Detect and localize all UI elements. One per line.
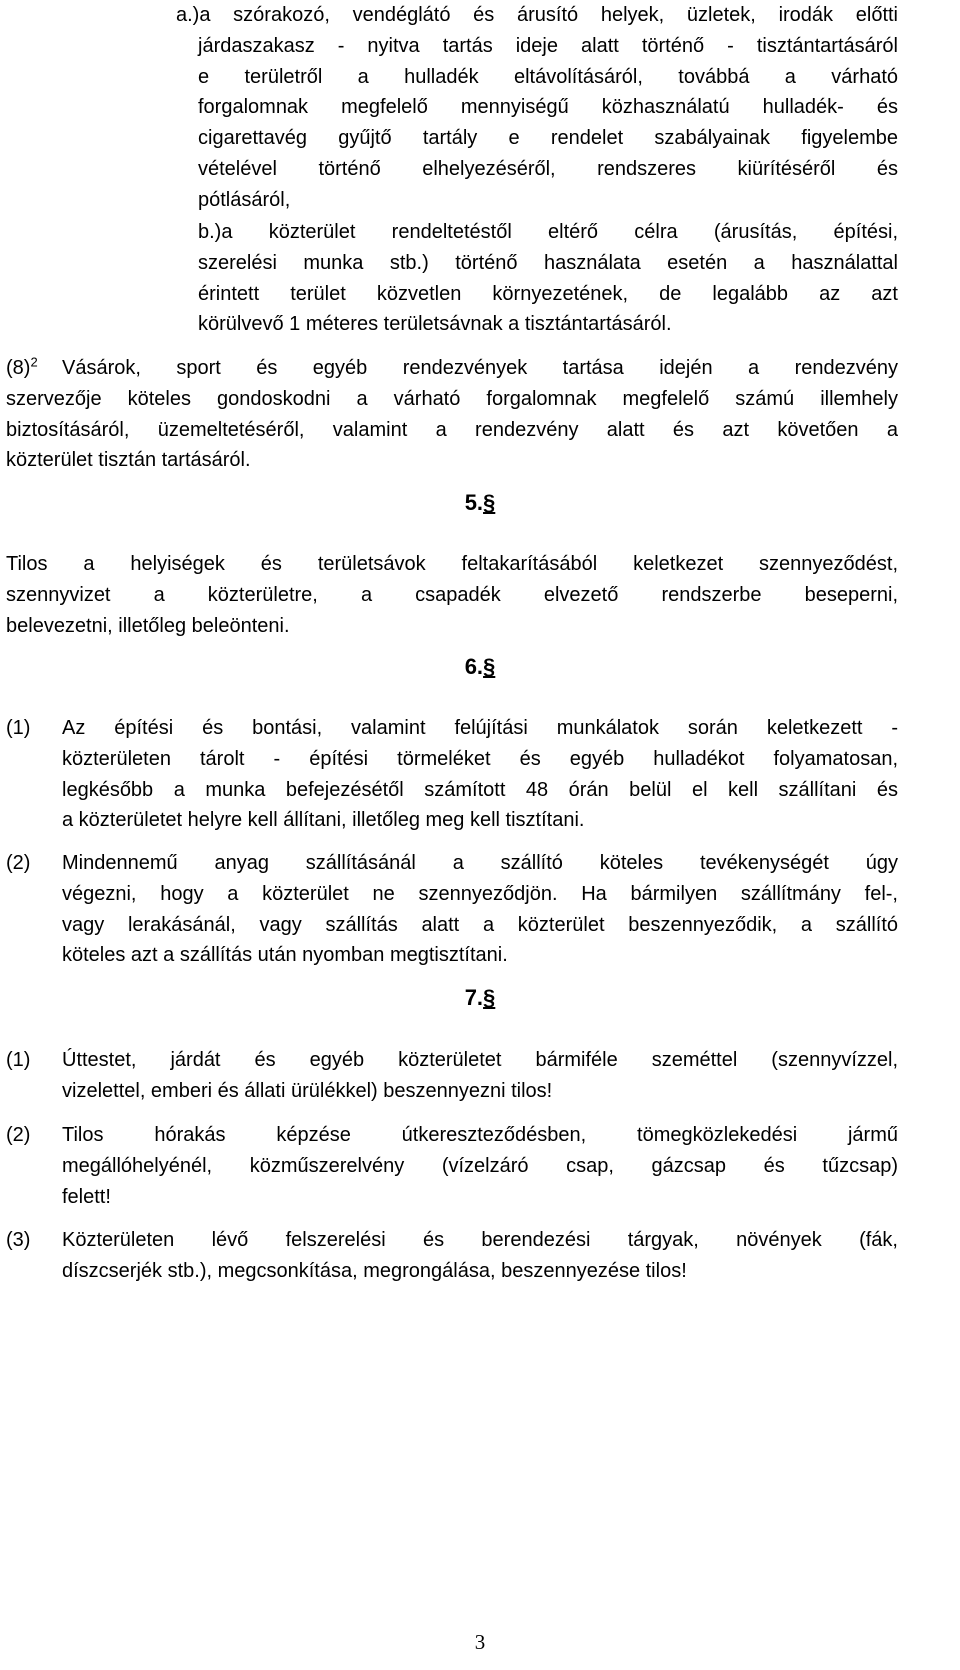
- text-line: Tilos a helyiségek és területsávok feltakarításából keletkezet szennyeződést,: [6, 553, 898, 575]
- text-line: megállóhelyénél, közműszerelvény (vízelzáró csap, gázcsap és tűzcsap): [62, 1154, 898, 1177]
- footnote-marker: 2: [30, 354, 38, 370]
- text-line: vizelettel, emberi és állati ürülékkel) beszennyezni tilos!: [62, 1079, 553, 1102]
- text-line: közterületen tárolt - építési törmeléket és egyéb hulladékot folyamatosan,: [62, 747, 898, 770]
- text-line: Az építési és bontási, valamint felújítási munkálatok során keletkezett -: [62, 717, 898, 739]
- text-line: díszcserjék stb.), megcsonkítása, megrongálása, beszennyezése tilos!: [62, 1259, 687, 1282]
- text-line: vételével történő elhelyezéséről, rendszeres kiürítéséről és: [198, 158, 898, 180]
- section-heading-7: 7.§: [464, 985, 496, 1010]
- text-line: Vásárok, sport és egyéb rendezvények tartása idején a rendezvény: [62, 357, 898, 379]
- paragraph-number: (2): [6, 852, 31, 874]
- text-line: belevezetni, illetőleg beleönteni.: [6, 614, 290, 637]
- text-line: körülvevő 1 méteres területsávnak a tisztántartásáról.: [198, 313, 672, 336]
- text-line: köteles azt a szállítás után nyomban megtisztítani.: [62, 944, 508, 967]
- section-sign: §: [483, 490, 496, 515]
- text-line: szerelési munka stb.) történő használata esetén a használattal: [198, 251, 898, 274]
- text-line: b.)a közterület rendeltetéstől eltérő célra (árusítás, építési,: [198, 221, 898, 243]
- page-number: 3: [474, 1630, 486, 1654]
- text-line: legkésőbb a munka befejezésétől számított 48 órán belül el kell szállítani és: [62, 778, 898, 801]
- text-line: érintett terület közvetlen környezetének, de legalább az azt: [198, 282, 898, 305]
- section-sign: §: [483, 654, 496, 679]
- text-line: vagy lerakásánál, vagy szállítás alatt a közterület beszennyeződik, a szállító: [62, 913, 898, 936]
- text-line: szervezője köteles gondoskodni a várható forgalomnak megfelelő számú illemhely: [6, 387, 898, 410]
- paragraph-number: (3): [6, 1229, 31, 1251]
- text-line: végezni, hogy a közterület ne szennyeződjön. Ha bármilyen szállítmány fel-,: [62, 882, 898, 905]
- text-line: Úttestet, járdát és egyéb közterületet bármiféle szeméttel (szennyvízzel,: [62, 1049, 898, 1071]
- text-line: közterület tisztán tartásáról.: [6, 449, 251, 472]
- paragraph-number: (2): [6, 1124, 31, 1146]
- text-line: cigarettavég gyűjtő tartály e rendelet szabályainak figyelembe: [198, 127, 898, 150]
- text-line: Tilos hórakás képzése útkereszteződésben, tömegközlekedési jármű: [62, 1124, 898, 1146]
- text-line: e területről a hulladék eltávolításáról, továbbá a várható: [198, 65, 898, 88]
- section-heading-6: 6.§: [464, 654, 496, 679]
- text-line: a közterületet helyre kell állítani, illetőleg meg kell tisztítani.: [62, 809, 585, 832]
- text-line: forgalomnak megfelelő mennyiségű közhasználatú hulladék- és: [198, 96, 898, 119]
- text-line: a.)a szórakozó, vendéglátó és árusító helyek, üzletek, irodák előtti: [176, 4, 898, 26]
- section-sign: §: [483, 985, 496, 1010]
- text-line: járdaszakasz - nyitva tartás ideje alatt történő - tisztántartásáról: [198, 34, 898, 57]
- paragraph-number: (1): [6, 717, 31, 739]
- text-line: szennyvizet a közterületre, a csapadék elvezető rendszerbe beseperni,: [6, 583, 898, 606]
- paragraph-number: (1): [6, 1049, 31, 1071]
- text-line: Mindennemű anyag szállításánál a szállító köteles tevékenységét úgy: [62, 852, 898, 874]
- section-heading-5: 5.§: [464, 490, 496, 515]
- text-line: felett!: [62, 1185, 111, 1208]
- text-line: Közterületen lévő felszerelési és berendezési tárgyak, növények (fák,: [62, 1229, 898, 1251]
- text-line: pótlásáról,: [198, 188, 291, 211]
- text-line: biztosításáról, üzemeltetéséről, valamint a rendezvény alatt és azt követően a: [6, 418, 898, 441]
- paragraph-number: $(8)^2$: [6, 354, 38, 379]
